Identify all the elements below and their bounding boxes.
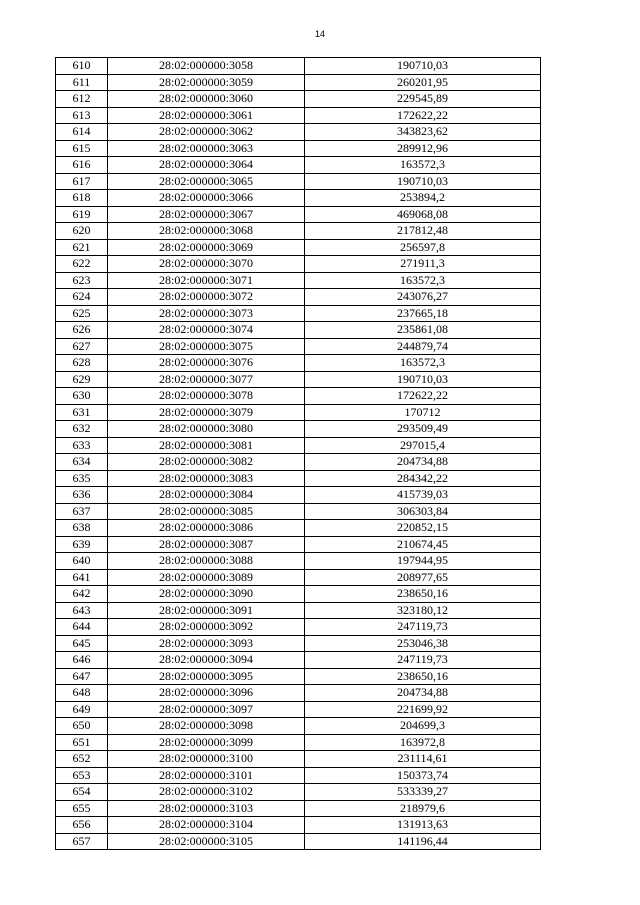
value-cell: 197944,95 (305, 553, 541, 570)
row-number-cell: 622 (56, 256, 108, 273)
cadastral-number-cell: 28:02:000000:3065 (108, 173, 305, 190)
table-row (56, 701, 541, 718)
table-row (56, 503, 541, 520)
cadastral-number-cell: 28:02:000000:3068 (108, 223, 305, 240)
row-number-cell: 640 (56, 553, 108, 570)
row-number-cell: 639 (56, 536, 108, 553)
row-number-cell: 657 (56, 833, 108, 850)
row-number-cell: 643 (56, 602, 108, 619)
table-row (56, 685, 541, 702)
cadastral-number-cell: 28:02:000000:3073 (108, 305, 305, 322)
table-row (56, 355, 541, 372)
table-row (56, 668, 541, 685)
row-number-cell: 641 (56, 569, 108, 586)
value-cell: 293509,49 (305, 421, 541, 438)
table-row (56, 536, 541, 553)
value-cell: 271911,3 (305, 256, 541, 273)
table-row (56, 421, 541, 438)
row-number-cell: 647 (56, 668, 108, 685)
value-cell: 190710,03 (305, 58, 541, 75)
value-cell: 221699,92 (305, 701, 541, 718)
cadastral-number-cell: 28:02:000000:3104 (108, 817, 305, 834)
value-cell: 190710,03 (305, 173, 541, 190)
cadastral-number-cell: 28:02:000000:3071 (108, 272, 305, 289)
table-row (56, 157, 541, 174)
row-number-cell: 645 (56, 635, 108, 652)
value-cell: 204734,88 (305, 454, 541, 471)
row-number-cell: 633 (56, 437, 108, 454)
table-row (56, 256, 541, 273)
table-row (56, 388, 541, 405)
table-row (56, 58, 541, 75)
value-cell: 238650,16 (305, 668, 541, 685)
table-row (56, 569, 541, 586)
cadastral-number-cell: 28:02:000000:3094 (108, 652, 305, 669)
row-number-cell: 628 (56, 355, 108, 372)
table-row (56, 784, 541, 801)
cadastral-number-cell: 28:02:000000:3083 (108, 470, 305, 487)
value-cell: 190710,03 (305, 371, 541, 388)
value-cell: 253894,2 (305, 190, 541, 207)
cadastral-number-cell: 28:02:000000:3095 (108, 668, 305, 685)
table-row (56, 800, 541, 817)
value-cell: 415739,03 (305, 487, 541, 504)
cadastral-number-cell: 28:02:000000:3074 (108, 322, 305, 339)
row-number-cell: 610 (56, 58, 108, 75)
cadastral-number-cell: 28:02:000000:3072 (108, 289, 305, 306)
cadastral-number-cell: 28:02:000000:3105 (108, 833, 305, 850)
table-row (56, 91, 541, 108)
row-number-cell: 616 (56, 157, 108, 174)
cadastral-number-cell: 28:02:000000:3084 (108, 487, 305, 504)
cadastral-number-cell: 28:02:000000:3058 (108, 58, 305, 75)
table-row (56, 404, 541, 421)
row-number-cell: 613 (56, 107, 108, 124)
value-cell: 150373,74 (305, 767, 541, 784)
value-cell: 172622,22 (305, 107, 541, 124)
cadastral-number-cell: 28:02:000000:3078 (108, 388, 305, 405)
value-cell: 284342,22 (305, 470, 541, 487)
table-row (56, 718, 541, 735)
value-cell: 220852,15 (305, 520, 541, 537)
cadastral-number-cell: 28:02:000000:3089 (108, 569, 305, 586)
row-number-cell: 646 (56, 652, 108, 669)
row-number-cell: 634 (56, 454, 108, 471)
value-cell: 229545,89 (305, 91, 541, 108)
row-number-cell: 617 (56, 173, 108, 190)
table-row (56, 338, 541, 355)
page-number: 14 (314, 29, 325, 39)
row-number-cell: 620 (56, 223, 108, 240)
cadastral-number-cell: 28:02:000000:3064 (108, 157, 305, 174)
table-row (56, 751, 541, 768)
value-cell: 172622,22 (305, 388, 541, 405)
row-number-cell: 625 (56, 305, 108, 322)
cadastral-number-cell: 28:02:000000:3096 (108, 685, 305, 702)
cadastral-number-cell: 28:02:000000:3085 (108, 503, 305, 520)
table-row (56, 190, 541, 207)
table-row (56, 223, 541, 240)
cadastral-number-cell: 28:02:000000:3066 (108, 190, 305, 207)
cadastral-number-cell: 28:02:000000:3077 (108, 371, 305, 388)
row-number-cell: 654 (56, 784, 108, 801)
value-cell: 131913,63 (305, 817, 541, 834)
table-row (56, 272, 541, 289)
table-row (56, 586, 541, 603)
cadastral-number-cell: 28:02:000000:3087 (108, 536, 305, 553)
value-cell: 343823,62 (305, 124, 541, 141)
table-row (56, 454, 541, 471)
table-row (56, 74, 541, 91)
value-cell: 469068,08 (305, 206, 541, 223)
cadastral-number-cell: 28:02:000000:3091 (108, 602, 305, 619)
table-row (56, 239, 541, 256)
row-number-cell: 648 (56, 685, 108, 702)
cadastral-number-cell: 28:02:000000:3075 (108, 338, 305, 355)
value-cell: 256597,8 (305, 239, 541, 256)
cadastral-number-cell: 28:02:000000:3097 (108, 701, 305, 718)
cadastral-number-cell: 28:02:000000:3101 (108, 767, 305, 784)
cadastral-number-cell: 28:02:000000:3062 (108, 124, 305, 141)
cadastral-number-cell: 28:02:000000:3080 (108, 421, 305, 438)
table-row (56, 520, 541, 537)
cadastral-number-cell: 28:02:000000:3088 (108, 553, 305, 570)
value-cell: 217812,48 (305, 223, 541, 240)
value-cell: 243076,27 (305, 289, 541, 306)
value-cell: 218979,6 (305, 800, 541, 817)
value-cell: 163572,3 (305, 157, 541, 174)
cadastral-number-cell: 28:02:000000:3093 (108, 635, 305, 652)
cadastral-number-cell: 28:02:000000:3099 (108, 734, 305, 751)
cadastral-number-cell: 28:02:000000:3061 (108, 107, 305, 124)
row-number-cell: 615 (56, 140, 108, 157)
row-number-cell: 655 (56, 800, 108, 817)
cadastral-number-cell: 28:02:000000:3100 (108, 751, 305, 768)
table-row (56, 635, 541, 652)
table-row (56, 140, 541, 157)
value-cell: 163572,3 (305, 355, 541, 372)
row-number-cell: 627 (56, 338, 108, 355)
value-cell: 237665,18 (305, 305, 541, 322)
value-cell: 163972,8 (305, 734, 541, 751)
table-row (56, 305, 541, 322)
value-cell: 231114,61 (305, 751, 541, 768)
row-number-cell: 642 (56, 586, 108, 603)
value-cell: 247119,73 (305, 619, 541, 636)
value-cell: 323180,12 (305, 602, 541, 619)
table-row (56, 124, 541, 141)
value-cell: 141196,44 (305, 833, 541, 850)
table-row (56, 734, 541, 751)
row-number-cell: 626 (56, 322, 108, 339)
row-number-cell: 624 (56, 289, 108, 306)
row-number-cell: 612 (56, 91, 108, 108)
value-cell: 533339,27 (305, 784, 541, 801)
value-cell: 306303,84 (305, 503, 541, 520)
row-number-cell: 632 (56, 421, 108, 438)
cadastral-number-cell: 28:02:000000:3092 (108, 619, 305, 636)
table-row (56, 767, 541, 784)
table-row (56, 652, 541, 669)
table-row (56, 553, 541, 570)
table-row (56, 173, 541, 190)
cadastral-number-cell: 28:02:000000:3060 (108, 91, 305, 108)
value-cell: 238650,16 (305, 586, 541, 603)
value-cell: 170712 (305, 404, 541, 421)
row-number-cell: 631 (56, 404, 108, 421)
cadastral-value-table (55, 57, 541, 850)
cadastral-number-cell: 28:02:000000:3069 (108, 239, 305, 256)
value-cell: 297015,4 (305, 437, 541, 454)
row-number-cell: 638 (56, 520, 108, 537)
value-cell: 204699,3 (305, 718, 541, 735)
row-number-cell: 652 (56, 751, 108, 768)
row-number-cell: 619 (56, 206, 108, 223)
row-number-cell: 653 (56, 767, 108, 784)
table-row (56, 470, 541, 487)
cadastral-number-cell: 28:02:000000:3081 (108, 437, 305, 454)
row-number-cell: 649 (56, 701, 108, 718)
cadastral-number-cell: 28:02:000000:3090 (108, 586, 305, 603)
cadastral-number-cell: 28:02:000000:3102 (108, 784, 305, 801)
row-number-cell: 629 (56, 371, 108, 388)
cadastral-number-cell: 28:02:000000:3070 (108, 256, 305, 273)
row-number-cell: 614 (56, 124, 108, 141)
table-row (56, 289, 541, 306)
row-number-cell: 650 (56, 718, 108, 735)
row-number-cell: 637 (56, 503, 108, 520)
table-row (56, 602, 541, 619)
table-row (56, 322, 541, 339)
value-cell: 208977,65 (305, 569, 541, 586)
value-cell: 244879,74 (305, 338, 541, 355)
table-row (56, 817, 541, 834)
table-row (56, 437, 541, 454)
cadastral-number-cell: 28:02:000000:3059 (108, 74, 305, 91)
value-cell: 210674,45 (305, 536, 541, 553)
value-cell: 289912,96 (305, 140, 541, 157)
row-number-cell: 644 (56, 619, 108, 636)
value-cell: 247119,73 (305, 652, 541, 669)
cadastral-number-cell: 28:02:000000:3067 (108, 206, 305, 223)
table-row (56, 619, 541, 636)
row-number-cell: 623 (56, 272, 108, 289)
row-number-cell: 621 (56, 239, 108, 256)
value-cell: 253046,38 (305, 635, 541, 652)
table-row (56, 833, 541, 850)
value-cell: 260201,95 (305, 74, 541, 91)
table-row (56, 371, 541, 388)
cadastral-number-cell: 28:02:000000:3103 (108, 800, 305, 817)
row-number-cell: 618 (56, 190, 108, 207)
value-cell: 163572,3 (305, 272, 541, 289)
row-number-cell: 636 (56, 487, 108, 504)
row-number-cell: 611 (56, 74, 108, 91)
cadastral-number-cell: 28:02:000000:3082 (108, 454, 305, 471)
cadastral-number-cell: 28:02:000000:3086 (108, 520, 305, 537)
row-number-cell: 656 (56, 817, 108, 834)
table-body (56, 58, 541, 850)
value-cell: 204734,88 (305, 685, 541, 702)
cadastral-number-cell: 28:02:000000:3098 (108, 718, 305, 735)
row-number-cell: 635 (56, 470, 108, 487)
cadastral-number-cell: 28:02:000000:3076 (108, 355, 305, 372)
table-row (56, 107, 541, 124)
value-cell: 235861,08 (305, 322, 541, 339)
table-row (56, 487, 541, 504)
cadastral-number-cell: 28:02:000000:3063 (108, 140, 305, 157)
table-row (56, 206, 541, 223)
row-number-cell: 651 (56, 734, 108, 751)
row-number-cell: 630 (56, 388, 108, 405)
cadastral-number-cell: 28:02:000000:3079 (108, 404, 305, 421)
